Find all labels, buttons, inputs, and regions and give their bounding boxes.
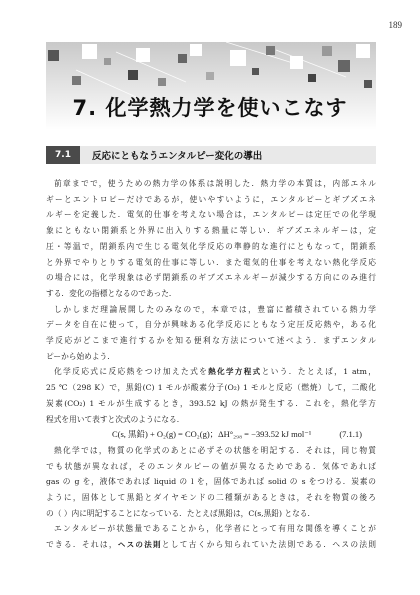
text-line: でも状態が異なれば，そのエンタルピーの値が異なるためである．気体であれば	[46, 461, 376, 471]
text-line: エンタルピーが状態量であることから，化学者にとって有用な関係を導くことが	[54, 524, 376, 534]
text-line: ピーから始めよう．	[46, 351, 115, 361]
text-line-with-keyword: できる．それは，ヘスの法則として古くから知られていた法則である．ヘスの法則	[46, 540, 376, 550]
text-line: 熱化学では，物質の化学式のあとに必ずその状態を明記する．それは，同じ物質	[54, 445, 376, 455]
text-line: しかしまだ理論展開したのみなので，本章では，豊富に蓄積されている熱力学	[54, 304, 376, 314]
text-line: gas の g を，液体であれば liquid の l を，固体であれば solid の s をつける．炭素の	[46, 477, 376, 487]
text-line: 程式を用いて表すと次式のようになる．	[46, 414, 185, 424]
text-line: と外界でやりとりする電気的仕事に等しい．また電気的仕事を考えない熱化学反応	[46, 257, 376, 267]
chapter-title: 7. 化学熱力学を使いこなす	[72, 96, 348, 120]
page-number: 189	[388, 20, 402, 30]
text-line: 25 ℃（298 K）で，黒鉛(C) 1 モルが酸素分子(O₂) 1 モルと反応（燃焼）して，二酸化	[46, 383, 376, 393]
body-text	[46, 176, 376, 553]
text-line: データを自在に使って，自分が興味ある化学反応にともなう定圧反応熱や，ある化	[46, 320, 376, 330]
text-line: ギーとエントロピーだけであるが，使いやすいように，エンタルピーとギブズエネ	[46, 194, 376, 204]
thermochemical-equation	[46, 427, 376, 443]
text-line: の場合には，化学現象は必ず閉鎖系のギブズエネルギーが減少する方向にのみ進行	[46, 273, 376, 283]
text-line: 象にともない閉鎖系と外界に出入りする熱量に等しい．ギブズエネルギーは，定	[46, 226, 376, 236]
text-line: 圧・等温で，閉鎖系内で生じる電気化学反応の準静的な進行にともなって，閉鎖系	[46, 241, 376, 251]
section-title: 反応にともなうエンタルピー変化の導出	[92, 151, 263, 162]
text-line: ルギーを定義した．電気的仕事を考えない場合は，エンタルピーは定圧での化学現	[46, 210, 376, 220]
text-line: 炭素(CO₂) 1 モルが生成するとき，393.52 kJ の熱が発生する．これを，熱化学方	[46, 398, 376, 408]
text-line: ように，固体として黒鉛とダイヤモンドの二種類があるときは，それを物質の後ろ	[46, 493, 376, 503]
text-line: 前章までで，使うための熱力学の体系は説明した．熱力学の本質は，内部エネル	[54, 179, 376, 188]
keyword: ヘスの法則	[117, 540, 162, 550]
keyword: 熱化学方程式	[208, 367, 262, 377]
text-line: の（ ）内に明記することになっている．たとえば黒鉛は，C(s,黒鉛) となる．	[46, 508, 316, 518]
text-line: する．変化の指標となるのであった．	[46, 288, 177, 298]
equation-expression: C(s, 黒鉛) + O₂(g) = CO₂(g)；ΔH°₂₉₈ = −393.52 kJ mol⁻¹	[111, 429, 312, 440]
section-number: 7.1	[46, 146, 80, 164]
equation-number: (7.1.1)	[339, 429, 362, 440]
text-line-with-keyword: 化学反応式に反応熱をつけ加えた式を熱化学方程式という．たとえば，1 atm，	[54, 367, 376, 377]
text-line: 学反応がどこまで進行するかを知る便利な方法について述べよう．まずエンタル	[46, 336, 376, 346]
section-heading	[46, 146, 376, 164]
